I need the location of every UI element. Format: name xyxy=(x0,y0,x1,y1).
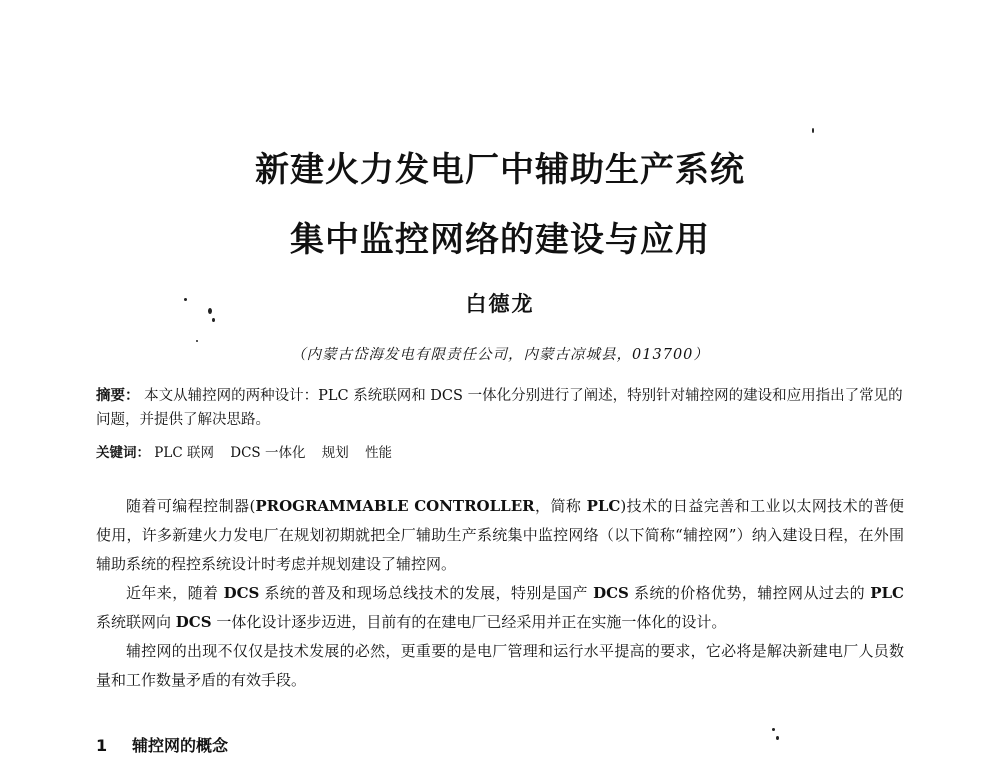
scan-speck xyxy=(184,298,187,301)
scan-speck xyxy=(812,128,814,133)
keyword-item: 规划 xyxy=(321,445,349,461)
scan-speck xyxy=(772,728,775,731)
scan-speck xyxy=(196,340,198,342)
text-run: 系统的价格优势，辅控网从过去的 xyxy=(628,584,871,602)
text-run: )技术的日益完善和工业以太网技术的普便使用，许多新建火力发电厂在规划初期就把全厂辅助生产系统集中监控网络（以下简称“辅控网”）纳入建设日程，在外围辅助系统的程控系统设计时考虑并规划建设了辅控网。 xyxy=(96,497,904,573)
keywords-label: 关键词： xyxy=(96,445,150,461)
abstract xyxy=(96,384,904,432)
text-run: 随着可编程控制器( xyxy=(126,497,256,515)
author-name: 白德龙 xyxy=(465,291,535,316)
keywords xyxy=(96,442,904,464)
section-heading xyxy=(96,733,228,756)
scan-speck xyxy=(776,736,779,740)
bold-term: PLC xyxy=(870,584,904,602)
author-affiliation: （内蒙古岱海发电有限责任公司，内蒙古凉城县，013700） xyxy=(291,347,709,363)
scan-speck xyxy=(208,308,212,314)
text-run: 系统联网向 xyxy=(96,613,176,631)
bold-term: PLC xyxy=(586,497,621,515)
bold-term: DCS xyxy=(223,584,260,602)
bold-term: DCS xyxy=(175,613,212,631)
section-number: 1 xyxy=(96,736,108,755)
body-text xyxy=(96,492,904,695)
body-paragraph-2 xyxy=(96,579,904,637)
text-run: 一体化设计逐步迈进，目前有的在建电厂已经采用并正在实施一体化的设计。 xyxy=(211,613,727,631)
text-run: 系统的普及和现场总线技术的发展，特别是国产 xyxy=(259,584,594,602)
bold-term: DCS xyxy=(593,584,629,602)
keyword-item: PLC 联网 xyxy=(154,445,214,461)
text-run: ，简称 xyxy=(534,497,587,515)
section-title: 辅控网的概念 xyxy=(132,736,229,755)
paper-title-line-2: 集中监控网络的建设与应用 xyxy=(290,220,710,260)
keyword-item: 性能 xyxy=(365,445,393,461)
body-paragraph-3: 辅控网的出现不仅仅是技术发展的必然，更重要的是电厂管理和运行水平提高的要求，它必将是解决新建电厂人员数量和工作数量矛盾的有效手段。 xyxy=(96,642,904,689)
scan-speck xyxy=(212,318,215,322)
abstract-label: 摘要： xyxy=(96,387,140,404)
paper-title-line-1: 新建火力发电厂中辅助生产系统 xyxy=(255,150,745,190)
keyword-item: DCS 一体化 xyxy=(230,445,306,461)
bold-term: PROGRAMMABLE CONTROLLER xyxy=(255,497,535,515)
body-paragraph-1 xyxy=(96,492,904,579)
abstract-text: 本文从辅控网的两种设计：PLC 系统联网和 DCS 一体化分别进行了阐述，特别针对辅控网的建设和应用指出了常见的问题，并提供了解决思路。 xyxy=(96,388,903,428)
text-run: 近年来，随着 xyxy=(126,584,224,602)
